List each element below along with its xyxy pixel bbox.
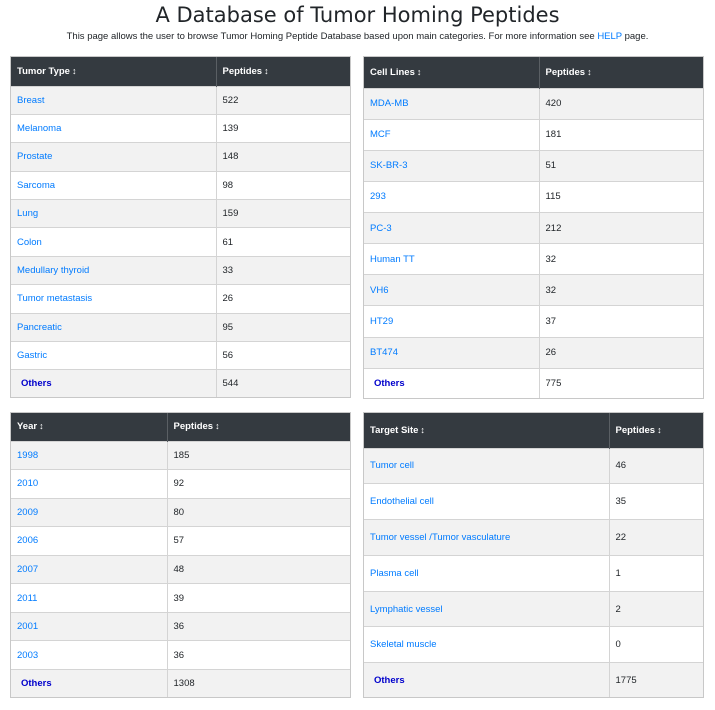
- table-row: [11, 114, 350, 142]
- table-row: [11, 143, 350, 171]
- table-row: [364, 448, 703, 484]
- table-row: [364, 213, 703, 244]
- peptides-header-label: Peptides: [222, 65, 263, 77]
- category-link[interactable]: Sarcoma: [11, 171, 216, 199]
- category-link[interactable]: 2011: [11, 584, 167, 613]
- category-link[interactable]: BT474: [364, 337, 539, 368]
- peptide-count: 57: [167, 527, 350, 556]
- table-row: [11, 256, 350, 284]
- table-row: [364, 337, 703, 368]
- peptide-count: 39: [167, 584, 350, 613]
- table-row: [11, 555, 350, 584]
- category-link[interactable]: 2010: [11, 470, 167, 499]
- category-link[interactable]: Gastric: [11, 341, 216, 369]
- table-row: [11, 470, 350, 499]
- tumor-type-table: [10, 56, 351, 398]
- peptide-count: 181: [539, 119, 703, 150]
- category-link[interactable]: 2006: [11, 527, 167, 556]
- peptide-count: 36: [167, 612, 350, 641]
- category-link[interactable]: Human TT: [364, 244, 539, 275]
- page-title: A Database of Tumor Homing Peptides: [155, 3, 560, 27]
- peptide-count: 92: [167, 470, 350, 499]
- others-count: 775: [539, 368, 703, 398]
- others-link[interactable]: Others: [364, 663, 609, 697]
- table-row: [11, 313, 350, 341]
- cell-lines-table: [363, 56, 704, 399]
- cell-lines-header[interactable]: [364, 57, 539, 88]
- peptide-count: 51: [539, 150, 703, 181]
- table-row: [364, 627, 703, 663]
- peptide-count: 185: [167, 441, 350, 470]
- peptide-count: 37: [539, 306, 703, 337]
- tumor-type-header-label: Tumor Type: [17, 65, 70, 77]
- table-row: [11, 584, 350, 613]
- table-row: [364, 484, 703, 520]
- table-row: [364, 520, 703, 556]
- table-row: [364, 591, 703, 627]
- table-row: [11, 612, 350, 641]
- category-link[interactable]: PC-3: [364, 213, 539, 244]
- others-link[interactable]: Others: [11, 670, 167, 698]
- category-link[interactable]: 2003: [11, 641, 167, 670]
- others-row: [11, 670, 350, 698]
- year-table: [10, 412, 351, 698]
- category-link[interactable]: 293: [364, 181, 539, 212]
- peptide-count: 32: [539, 275, 703, 306]
- category-link[interactable]: 2007: [11, 555, 167, 584]
- table-row: [364, 555, 703, 591]
- category-link[interactable]: 2001: [11, 612, 167, 641]
- peptides-header[interactable]: [216, 57, 350, 86]
- category-link[interactable]: Skeletal muscle: [364, 627, 609, 663]
- peptide-count: 48: [167, 555, 350, 584]
- others-row: [364, 663, 703, 697]
- tumor-type-header[interactable]: [11, 57, 216, 86]
- category-link[interactable]: 2009: [11, 498, 167, 527]
- year-header[interactable]: [11, 413, 167, 441]
- others-count: 1308: [167, 670, 350, 698]
- others-count: 1775: [609, 663, 703, 697]
- table-row: [364, 275, 703, 306]
- peptide-count: 420: [539, 88, 703, 119]
- table-row: [364, 244, 703, 275]
- sort-icon: ↕: [71, 65, 77, 76]
- intro-text: [0, 31, 715, 42]
- others-count: 544: [216, 370, 350, 397]
- peptide-count: 159: [216, 200, 350, 228]
- category-link[interactable]: HT29: [364, 306, 539, 337]
- peptides-header[interactable]: [539, 57, 703, 88]
- sort-icon: ↕: [657, 424, 662, 435]
- peptides-header[interactable]: [609, 413, 703, 448]
- peptide-count: 56: [216, 341, 350, 369]
- peptide-count: 98: [216, 171, 350, 199]
- category-link[interactable]: Lymphatic vessel: [364, 591, 609, 627]
- peptide-count: 35: [609, 484, 703, 520]
- cell-lines-header-label: Cell Lines: [370, 66, 415, 78]
- table-row: [364, 88, 703, 119]
- table-row: [11, 285, 350, 313]
- category-link[interactable]: Prostate: [11, 143, 216, 171]
- category-link[interactable]: MCF: [364, 119, 539, 150]
- sort-icon: ↕: [39, 421, 44, 432]
- table-row: [11, 86, 350, 114]
- table-row: [11, 200, 350, 228]
- table-row: [11, 341, 350, 369]
- table-row: [364, 306, 703, 337]
- table-row: [11, 441, 350, 470]
- target-site-header[interactable]: [364, 413, 609, 448]
- table-row: [11, 171, 350, 199]
- category-link[interactable]: Colon: [11, 228, 216, 256]
- table-row: [11, 527, 350, 556]
- help-link[interactable]: HELP: [597, 31, 622, 42]
- intro-suffix: page.: [621, 31, 649, 42]
- peptide-count: 212: [539, 213, 703, 244]
- category-link[interactable]: Melanoma: [11, 114, 216, 142]
- peptide-count: 522: [216, 86, 350, 114]
- table-row: [11, 498, 350, 527]
- year-header-label: Year: [17, 421, 38, 433]
- category-link[interactable]: Plasma cell: [364, 555, 609, 591]
- category-link[interactable]: Lung: [11, 200, 216, 228]
- category-link[interactable]: SK-BR-3: [364, 150, 539, 181]
- peptide-count: 1: [609, 555, 703, 591]
- category-link[interactable]: 1998: [11, 441, 167, 470]
- category-link[interactable]: VH6: [364, 275, 539, 306]
- sort-icon: ↕: [416, 66, 422, 77]
- peptide-count: 2: [609, 591, 703, 627]
- category-link[interactable]: Medullary thyroid: [11, 256, 216, 284]
- peptides-header-label: Peptides: [545, 66, 586, 78]
- peptide-count: 32: [539, 244, 703, 275]
- table-row: [11, 228, 350, 256]
- peptide-count: 80: [167, 498, 350, 527]
- peptide-count: 33: [216, 256, 350, 284]
- peptide-count: 26: [216, 285, 350, 313]
- peptide-count: 46: [609, 448, 703, 484]
- intro-description: This page allows the user to browse Tumor Homing Peptide Database based upon main categories. For more information see: [66, 31, 598, 42]
- category-link[interactable]: Pancreatic: [11, 313, 216, 341]
- peptide-count: 22: [609, 520, 703, 556]
- category-link[interactable]: Tumor vessel /Tumor vasculature: [364, 520, 609, 556]
- table-row: [364, 150, 703, 181]
- peptide-count: 36: [167, 641, 350, 670]
- peptide-count: 95: [216, 313, 350, 341]
- target-site-header-label: Target Site: [370, 424, 419, 436]
- peptide-count: 139: [216, 114, 350, 142]
- category-link[interactable]: Endothelial cell: [364, 484, 609, 520]
- category-link[interactable]: Breast: [11, 86, 216, 114]
- sort-icon: ↕: [215, 421, 220, 432]
- others-row: [11, 370, 350, 397]
- category-link[interactable]: Tumor metastasis: [11, 285, 216, 313]
- target-site-table: [363, 412, 704, 698]
- sort-icon: ↕: [264, 65, 269, 76]
- others-link[interactable]: Others: [11, 370, 216, 397]
- peptide-count: 115: [539, 181, 703, 212]
- table-row: [364, 119, 703, 150]
- peptide-count: 61: [216, 228, 350, 256]
- category-link[interactable]: Tumor cell: [364, 448, 609, 484]
- table-row: [364, 181, 703, 212]
- peptide-count: 0: [609, 627, 703, 663]
- peptide-count: 148: [216, 143, 350, 171]
- others-link[interactable]: Others: [364, 368, 539, 398]
- category-link[interactable]: MDA-MB: [364, 88, 539, 119]
- others-row: [364, 368, 703, 398]
- sort-icon: ↕: [420, 424, 425, 435]
- peptide-count: 26: [539, 337, 703, 368]
- peptides-header-label: Peptides: [615, 424, 656, 436]
- peptides-header-label: Peptides: [173, 421, 214, 433]
- table-row: [11, 641, 350, 670]
- peptides-header[interactable]: [167, 413, 350, 441]
- sort-icon: ↕: [587, 66, 592, 77]
